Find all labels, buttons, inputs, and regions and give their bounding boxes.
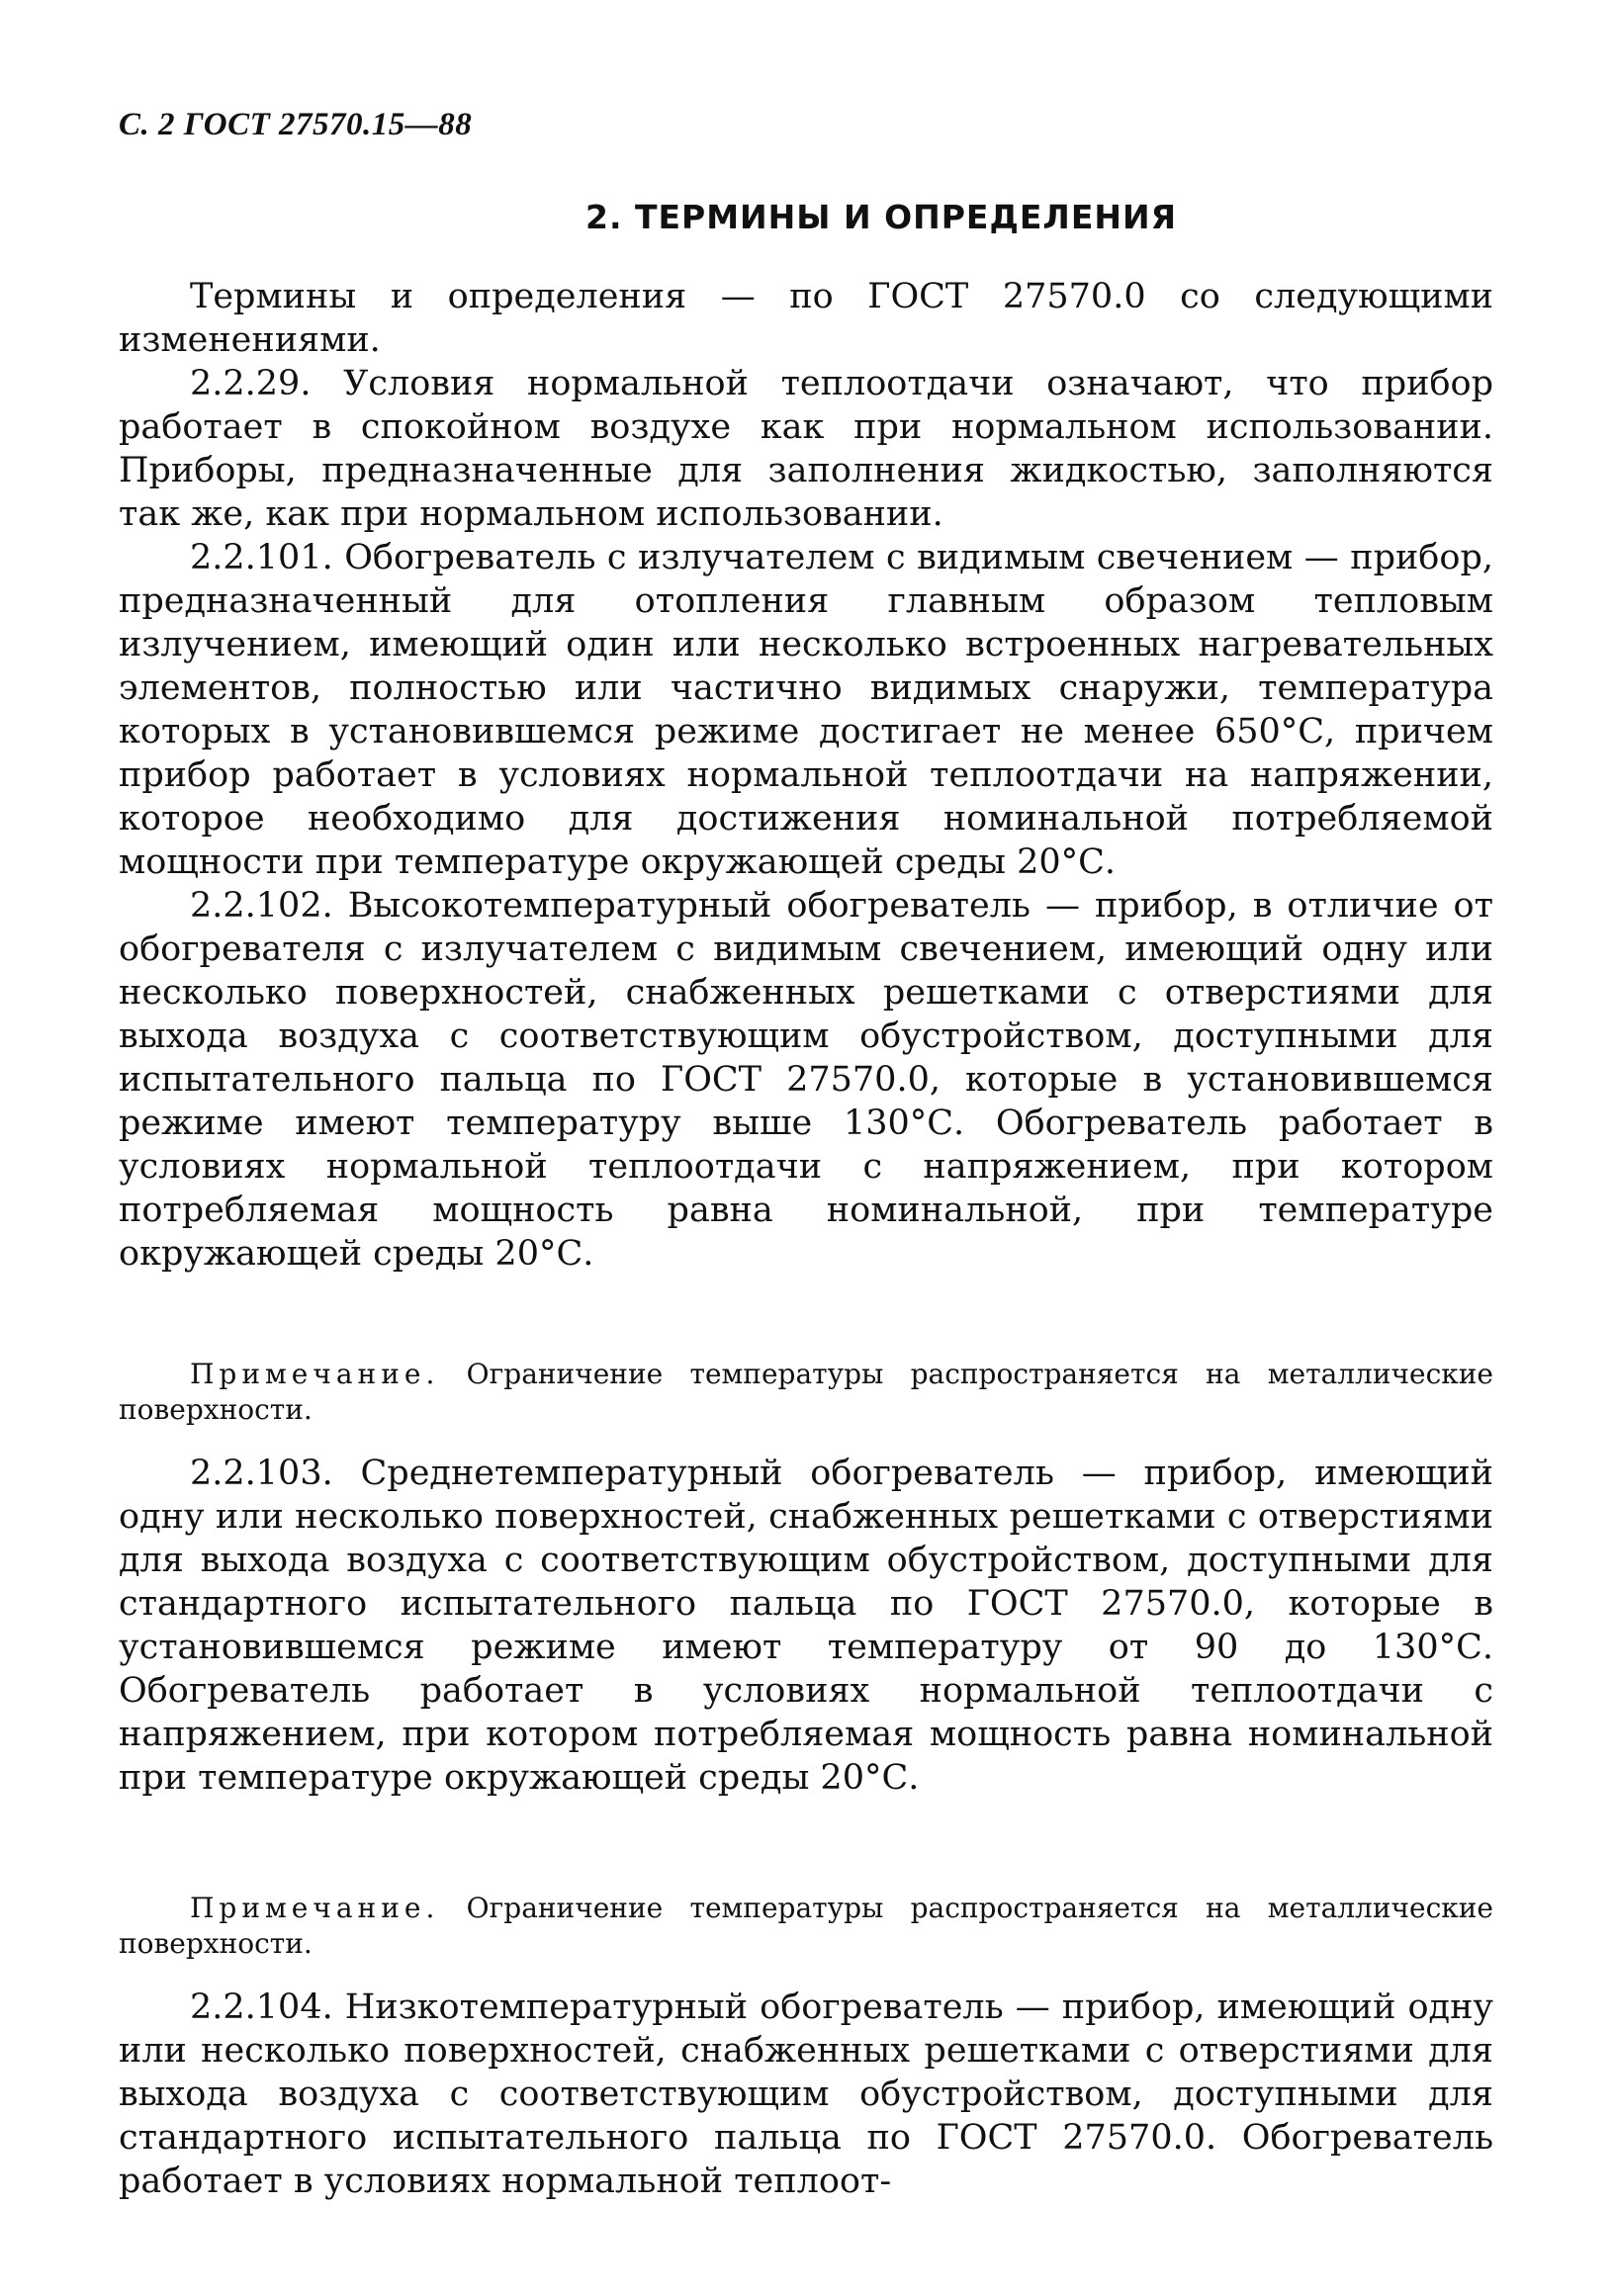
paragraph-2-2-102: 2.2.102. Высокотемпературный обогреватель — прибор, в отличие от обогревателя с излучателем с видимым свечением, имеющий одну или несколько поверхностей, снабженных решетками с отверстиями для выхода воздуха с соответствующим обустройством, доступными для испытательного пальца по ГОСТ 27570.0, которые в установившемся режиме имеют температуру выше 130°С. Обогреватель работает в условиях нормальной теплоотдачи с напряжением, при котором потребляемая мощность равна номинальной, при температуре окружающей среды 20°С.: [119, 886, 1493, 1274]
running-head: С. 2 ГОСТ 27570.15—88: [119, 107, 473, 142]
paragraph-intro: Термины и определения — по ГОСТ 27570.0 со следующими изменениями.: [119, 277, 1493, 360]
body-block-2: [119, 1452, 1493, 1800]
paragraph-2-2-103: 2.2.103. Среднетемпературный обогреватель — прибор, имеющий одну или несколько поверхностей, снабженных решетками с отверстиями для выхода воздуха с соответствующим обустройством, доступными для стандартного испытательного пальца по ГОСТ 27570.0, которые в установившемся режиме имеют температуру от 90 до 130°С. Обогреватель работает в условиях нормальной теплоотдачи с напряжением, при котором потребляемая мощность равна номинальной при температуре окружающей среды 20°С.: [119, 1454, 1493, 1798]
note-2-label: Примечание.: [190, 1892, 440, 1924]
paragraph-2-2-104: 2.2.104. Низкотемпературный обогреватель — прибор, имеющий одну или несколько поверхностей, снабженных решетками с отверстиями для выхода воздуха с соответствующим обустройством, доступными для стандартного испытательного пальца по ГОСТ 27570.0. Обогреватель работает в условиях нормальной теплоот-: [119, 1987, 1493, 2201]
note-1-label: Примечание.: [190, 1358, 440, 1390]
section-title: 2. ТЕРМИНЫ И ОПРЕДЕЛЕНИЯ: [584, 198, 1178, 236]
note-1-text: Ограничение температуры распространяется на металлические поверхности.: [119, 1358, 1493, 1426]
body-block-3: [119, 1986, 1493, 2203]
note-2-text: Ограничение температуры распространяется на металлические поверхности.: [119, 1892, 1493, 1960]
body-block-1: [119, 275, 1493, 1276]
note-1: [119, 1357, 1493, 1428]
paragraph-2-2-101: 2.2.101. Обогреватель с излучателем с видимым свечением — прибор, предназначенный для отопления главным образом тепловым излучением, имеющий один или несколько встроенных нагревательных элементов, полностью или частично видимых снаружи, температура которых в установившемся режиме достигает не менее 650°С, причем прибор работает в условиях нормальной теплоотдачи на напряжении, которое необходимо для достижения номинальной потребляемой мощности при температуре окружающей среды 20°С.: [119, 538, 1493, 882]
paragraph-2-2-29: 2.2.29. Условия нормальной теплоотдачи означают, что прибор работает в спокойном воздухе как при нормальном использовании. Приборы, предназначенные для заполнения жидкостью, заполняются так же, как при нормальном использовании.: [119, 364, 1493, 534]
note-2: [119, 1891, 1493, 1962]
